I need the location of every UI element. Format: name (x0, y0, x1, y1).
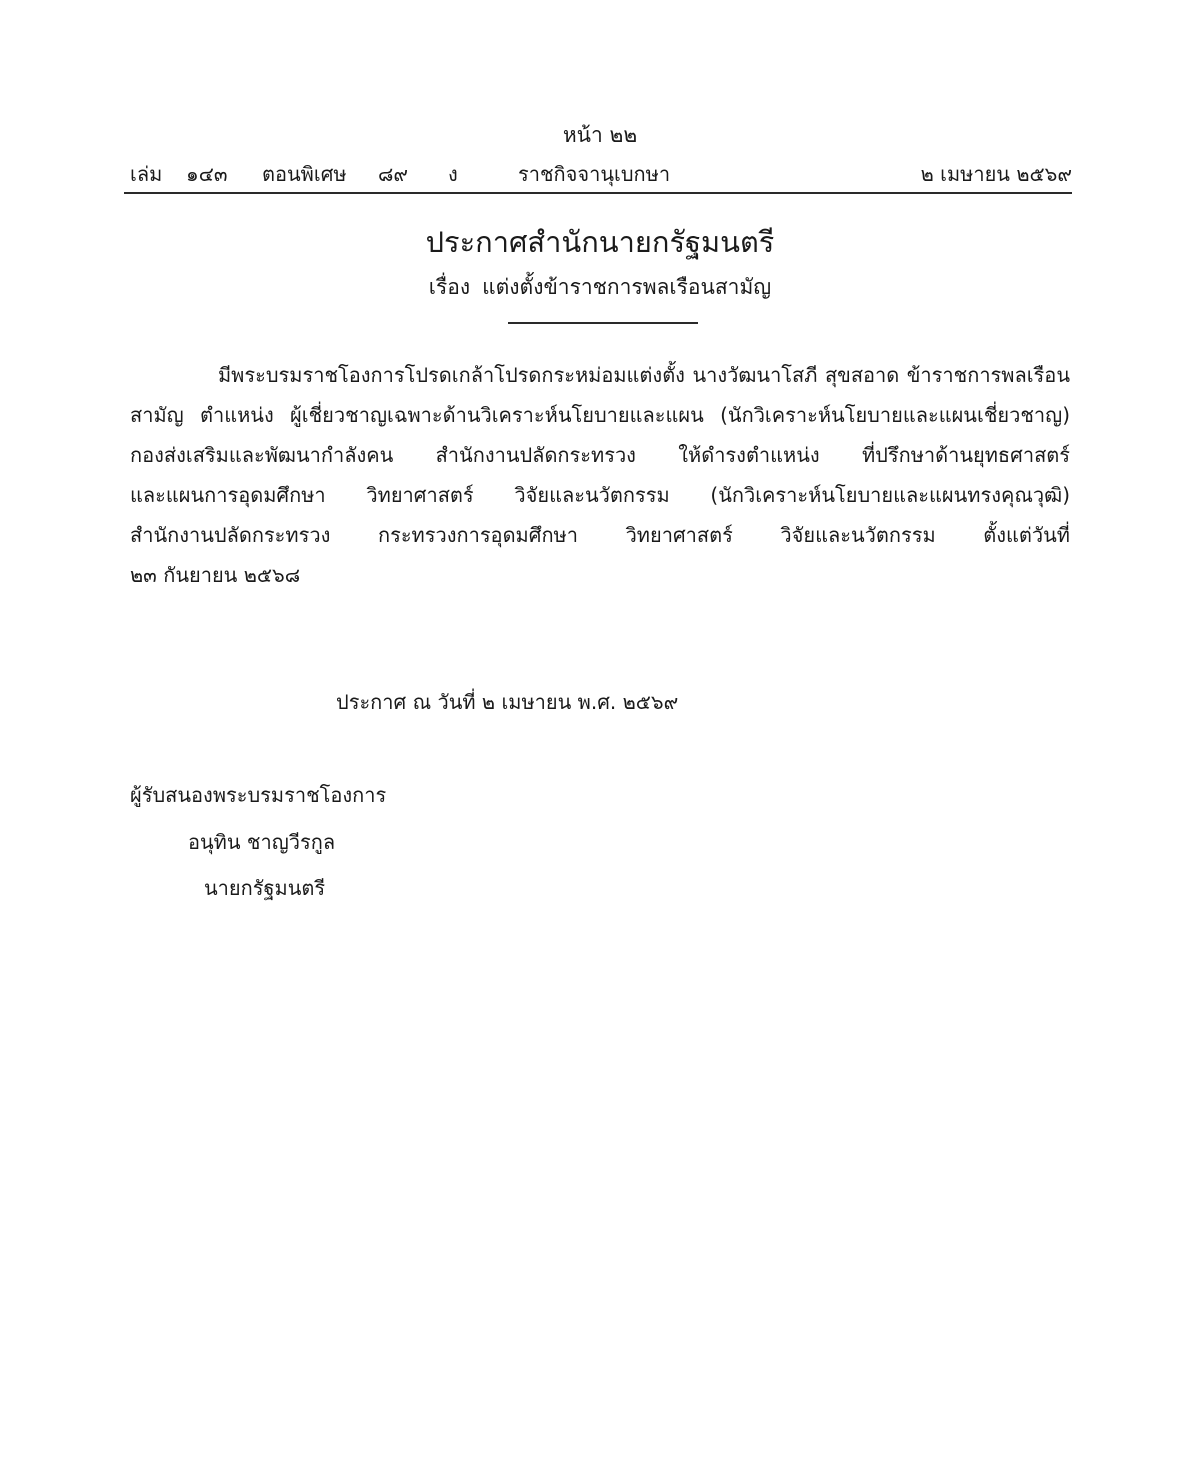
volume-number: ๑๔๓ (186, 162, 228, 186)
body-line: ๒๓ กันยายน ๒๕๖๘ (130, 563, 301, 587)
announcement-body (130, 355, 1070, 595)
body-line: สามัญ ตำแหน่ง ผู้เชี่ยวชาญเฉพาะด้านวิเคราะห์นโยบายและแผน (นักวิเคราะห์นโยบายและแผนเชี่ยวชาญ) (130, 403, 1070, 427)
issue-label: ตอนพิเศษ (262, 162, 347, 186)
subject-text: แต่งตั้งข้าราชการพลเรือนสามัญ (482, 275, 772, 299)
signer-name: อนุทิน ชาญวีรกูล (188, 830, 336, 854)
announcement-subject (0, 272, 1200, 302)
page-number: หน้า ๒๒ (562, 123, 638, 147)
section-letter: ง (448, 162, 458, 186)
issue-number: ๘๙ (378, 162, 409, 186)
body-line: กองส่งเสริมและพัฒนากำลังคน สำนักงานปลัดกระทรวง ให้ดำรงตำแหน่ง ที่ปรึกษาด้านยุทธศาสตร์ (130, 443, 1070, 467)
header-divider (124, 192, 1072, 194)
title-divider (508, 322, 698, 324)
publication-date: ๒ เมษายน ๒๕๖๙ (920, 162, 1072, 186)
volume-label: เล่ม (130, 162, 163, 186)
gazette-header (130, 160, 1072, 190)
subject-label: เรื่อง (428, 275, 471, 299)
countersign-label: ผู้รับสนองพระบรมราชโองการ (130, 783, 387, 807)
body-line: และแผนการอุดมศึกษา วิทยาศาสตร์ วิจัยและนวัตกรรม (นักวิเคราะห์นโยบายและแผนทรงคุณวุฒิ) (130, 483, 1070, 507)
body-line: มีพระบรมราชโองการโปรดเกล้าโปรดกระหม่อมแต่งตั้ง นางวัฒนาโสภี สุขสอาด ข้าราชการพลเรือน (218, 363, 1070, 387)
announcement-title: ประกาศสำนักนายกรัฐมนตรี (425, 225, 775, 259)
signer-title: นายกรัฐมนตรี (204, 876, 326, 900)
body-line: สำนักงานปลัดกระทรวง กระทรวงการอุดมศึกษา วิทยาศาสตร์ วิจัยและนวัตกรรม ตั้งแต่วันที่ (130, 523, 1070, 547)
gazette-name: ราชกิจจานุเบกษา (518, 162, 671, 186)
given-date: ประกาศ ณ วันที่ ๒ เมษายน พ.ศ. ๒๕๖๙ (336, 690, 679, 714)
